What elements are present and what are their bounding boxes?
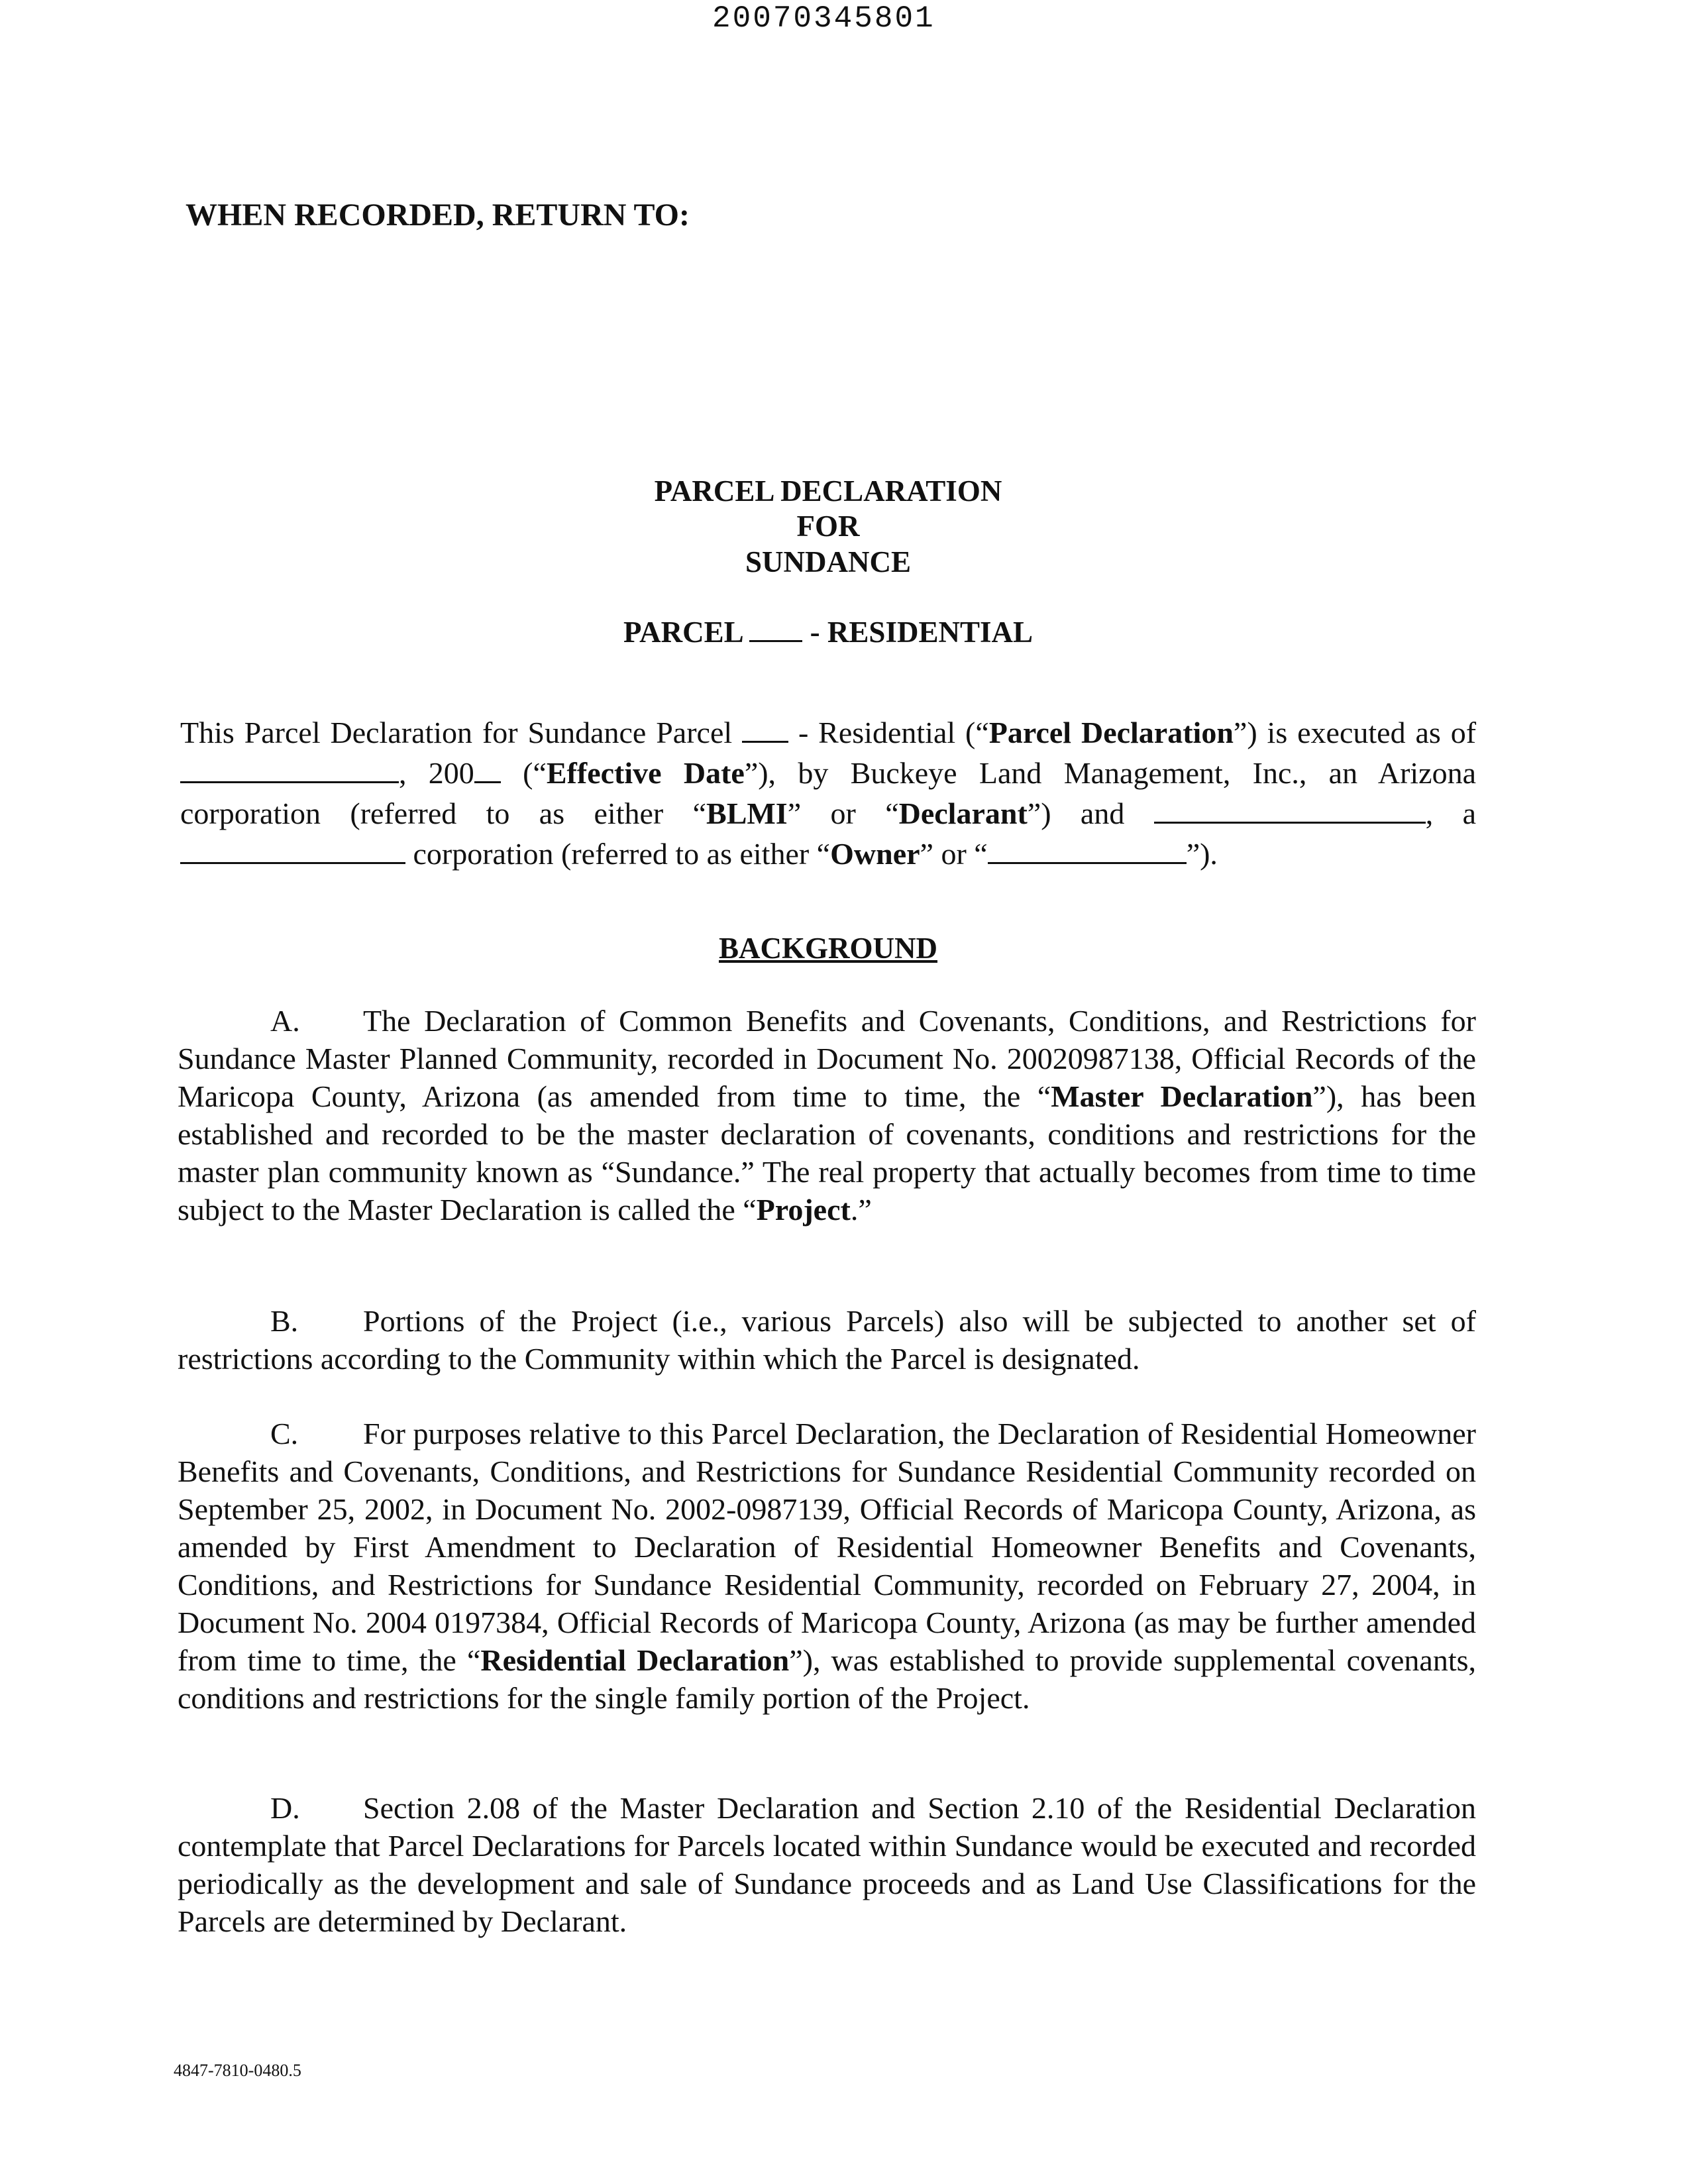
parcel-title-suffix: - RESIDENTIAL [810,616,1034,649]
paragraph-c-letter: C. [270,1417,299,1450]
return-to-heading: WHEN RECORDED, RETURN TO: [186,197,690,233]
year-blank [474,755,501,783]
background-heading: BACKGROUND [718,932,937,965]
parcel-title [0,614,1656,649]
owner-alias-blank [988,836,1187,864]
paragraph-b: B. Portions of the Project (i.e., various Parcels) also will be subjected to another set of restrictions according to the Community within which the Parcel is designated. [178,1302,1476,1378]
intro-paragraph: This Parcel Declaration for Sundance Parcel - Residential (“Parcel Declaration”) is executed as of , 200 (“Effective Date”), by Buckeye Land Management, Inc., an Arizona corporation (referred to as either “BLMI” or “Declarant”) and , a corporation (referred to as either “Owner” or “ ”). [180,716,1477,871]
paragraph-d: D. Section 2.08 of the Master Declaration and Section 2.10 of the Residential Declaration contemplate that Parcel Declarations for Parcels located within Sundance would be executed and recorded periodically as the development and sale of Sundance proceeds and as Land Use Classifications for the Parcels are determined by Declarant. [178,1789,1476,1940]
paragraph-d-letter: D. [270,1791,300,1825]
title-line-1: PARCEL DECLARATION [654,474,1002,508]
parcel-title-prefix: PARCEL [623,616,743,649]
parcel-blank [742,714,788,743]
paragraph-a: A. The Declaration of Common Benefits and Covenants, Conditions, and Restrictions for Sundance Master Planned Community, recorded in Document No. 20020987138, Official Records of the Maricopa County, Arizona (as amended from time to time, the “Master Declaration”), has been established and recorded to be the master declaration of covenants, conditions and restrictions for the master plan community known as “Sundance.” The real property that actually becomes from time to time subject to the Master Declaration is called the “Project.” [178,1002,1476,1228]
title-line-2: FOR [796,510,860,543]
document-footer-id: 4847-7810-0480.5 [174,2061,301,2080]
parcel-number-blank [749,614,802,642]
date-blank [180,755,399,783]
paragraph-a-letter: A. [270,1004,300,1038]
state-blank [180,836,405,864]
record-number: 20070345801 [712,1,935,36]
paragraph-b-letter: B. [270,1304,299,1338]
title-line-3: SUNDANCE [745,545,912,578]
paragraph-c: C. For purposes relative to this Parcel Declaration, the Declaration of Residential Homeowner Benefits and Covenants, Conditions, and Restrictions for Sundance Residential Community recorded on September 25, 2002, in Document No. 2002-0987139, Official Records of Maricopa County, Arizona, as amended by First Amendment to Declaration of Residential Homeowner Benefits and Covenants, Conditions, and Restrictions for Sundance Residential Community, recorded on February 27, 2004, in Document No. 2004 0197384, Official Records of Maricopa County, Arizona (as may be further amended from time to time, the “Residential Declaration”), was established to provide supplemental covenants, conditions and restrictions for the single family portion of the Project. [178,1415,1476,1717]
owner-name-blank [1154,795,1426,824]
